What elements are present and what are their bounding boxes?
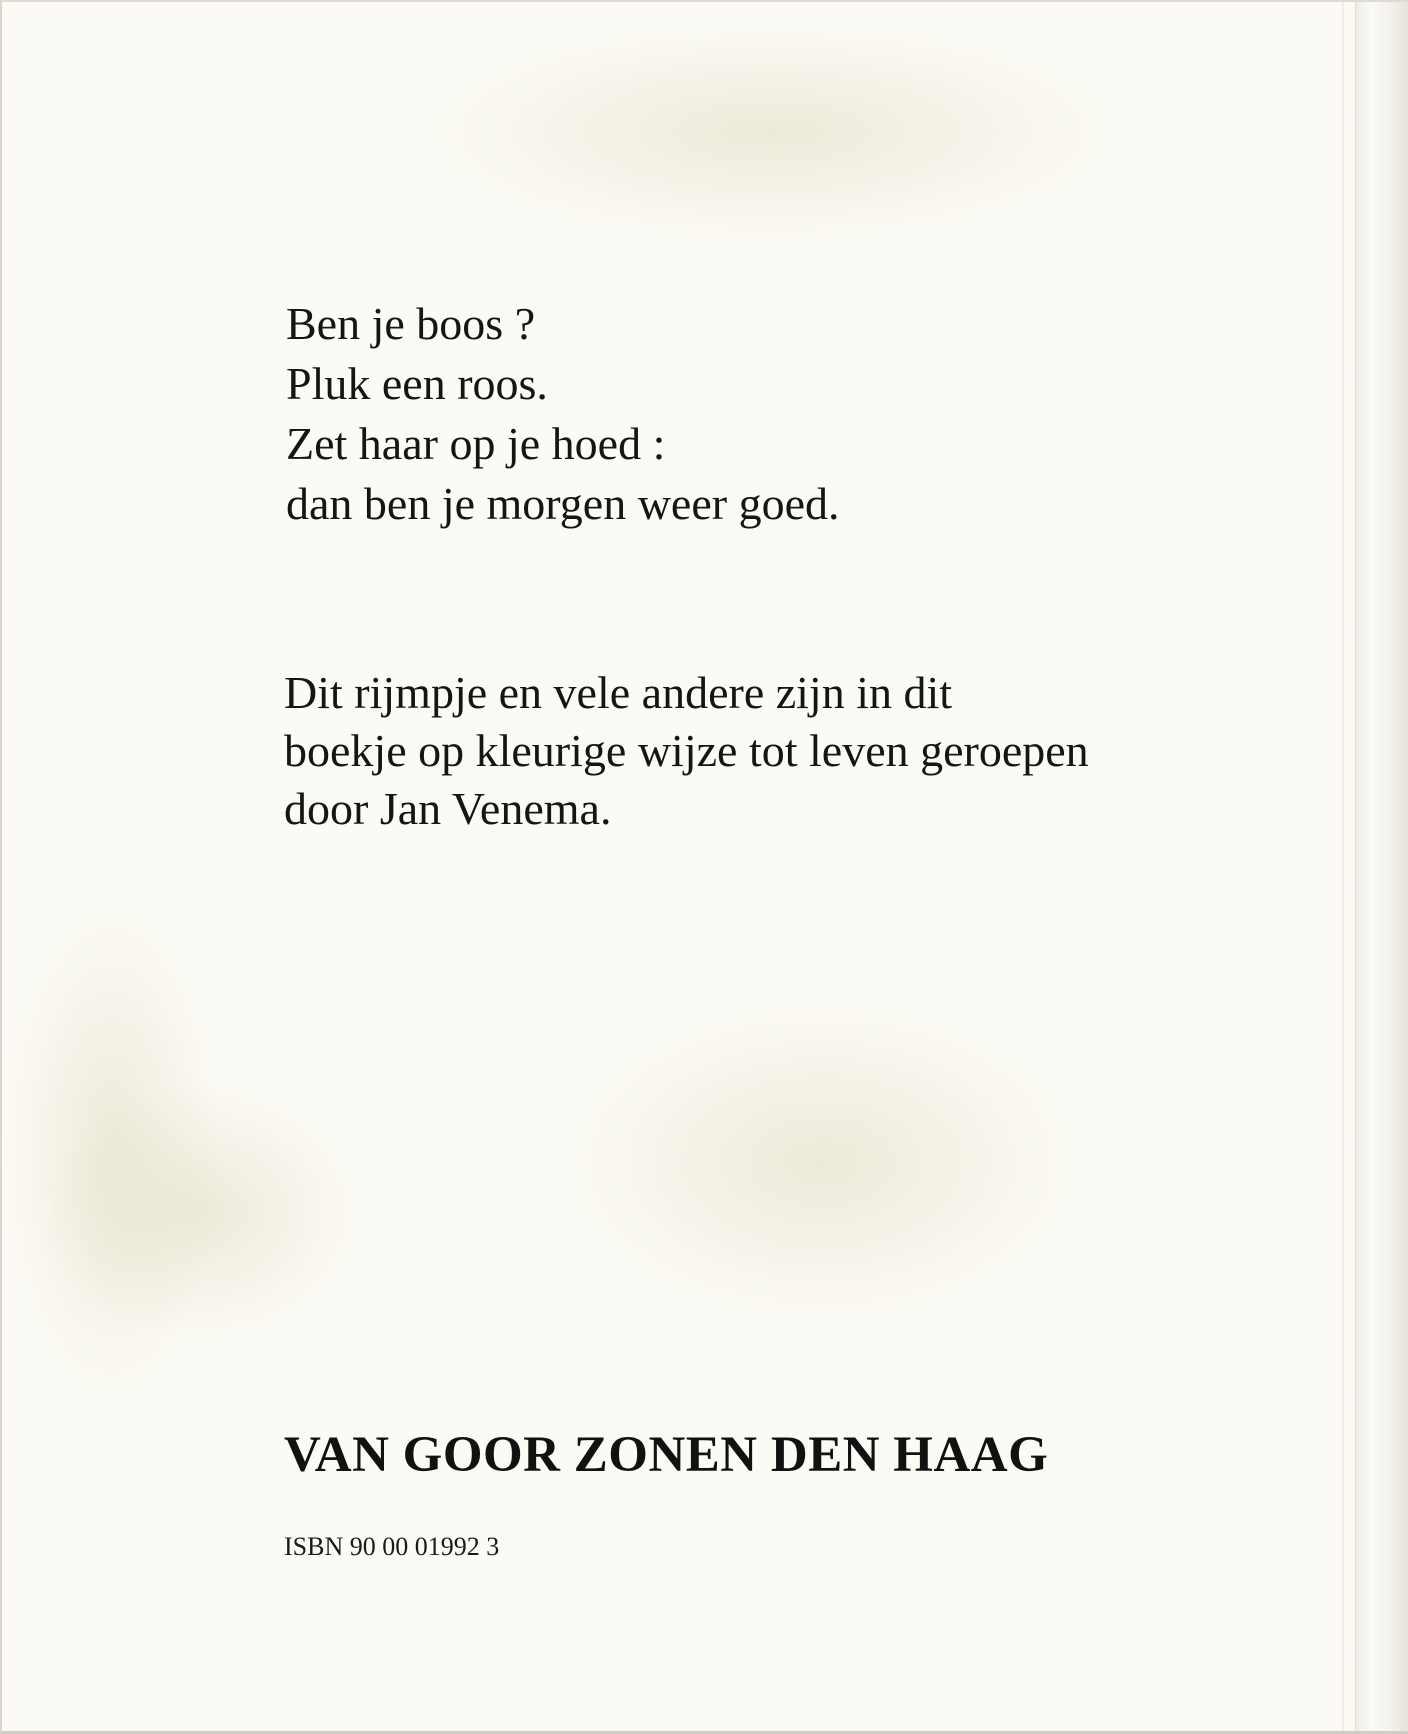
isbn-number: ISBN 90 00 01992 3 [284,1532,500,1561]
description-line: Dit rijmpje en vele andere zijn in dit [284,667,953,718]
description-line: door Jan Venema. [284,783,612,834]
poem-line: Pluk een roos. [286,358,548,409]
book-description [284,664,1089,838]
rhyme-poem [286,294,840,534]
publisher-name: VAN GOOR ZONEN DEN HAAG [284,1427,1049,1483]
paper-stain [2,902,222,1402]
cover-fold-line [1342,2,1344,1734]
paper-stain [422,22,1122,242]
poem-line: Zet haar op je hoed : [286,418,666,469]
spine-edge [1355,2,1408,1734]
poem-line: dan ben je morgen weer goed. [286,478,840,529]
paper-stain [562,1002,1082,1322]
poem-line: Ben je boos ? [286,298,536,349]
description-line: boekje op kleurige wijze tot leven geroepen [284,725,1089,776]
